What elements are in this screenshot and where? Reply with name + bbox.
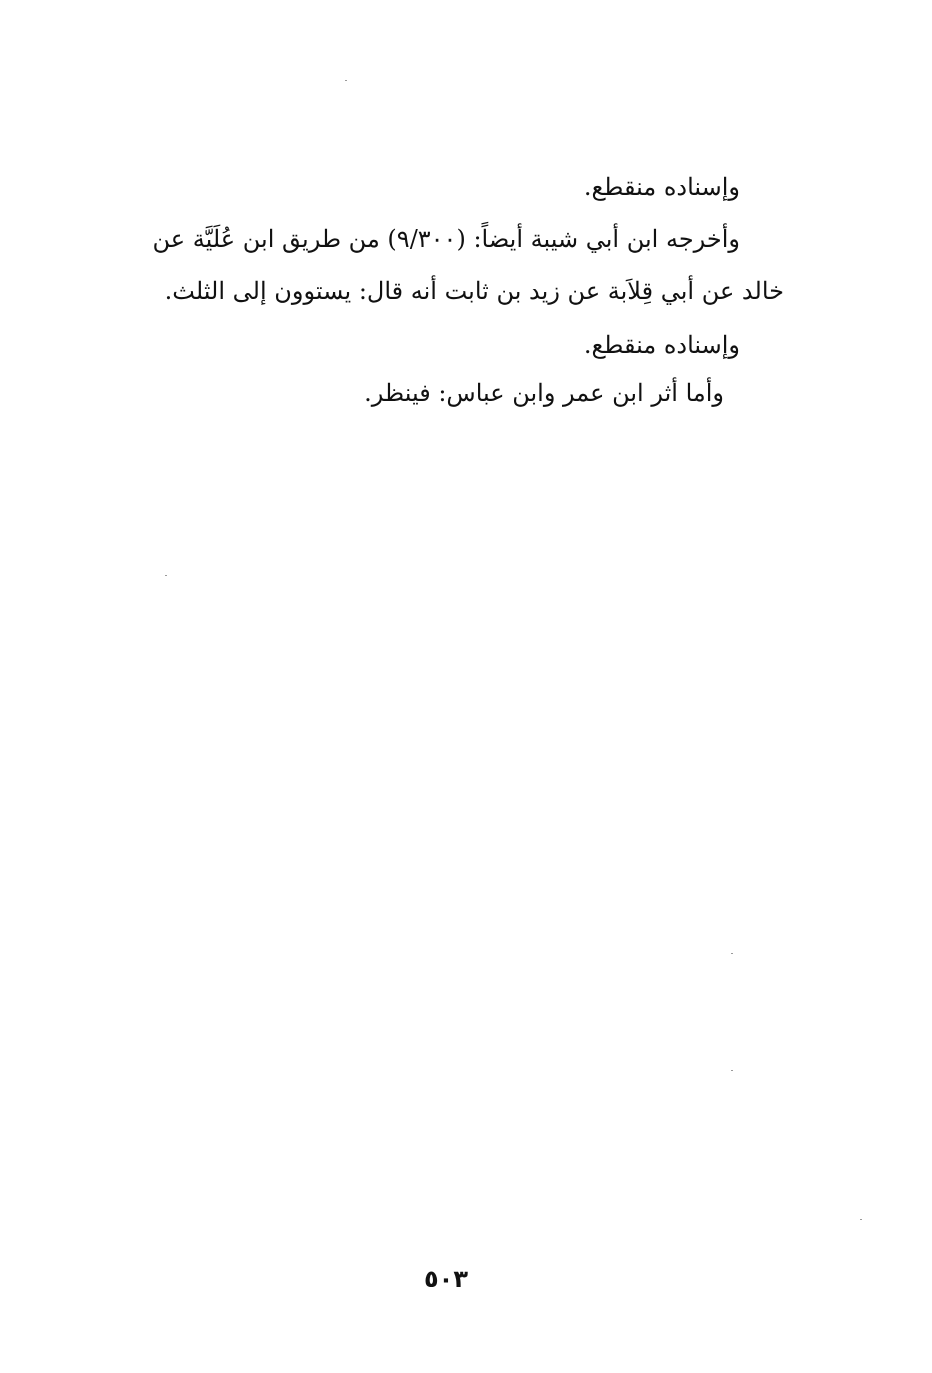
text-line-5: وأما أثر ابن عمر وابن عباس: فينظر. xyxy=(364,379,724,407)
text-line-3: خالد عن أبي قِلاَبة عن زيد بن ثابت أنه قال: يستوون إلى الثلث. xyxy=(164,277,784,305)
scan-speck xyxy=(731,1070,733,1071)
text-line-1: وإسناده منقطع. xyxy=(583,173,740,201)
scan-speck xyxy=(860,1219,862,1220)
scan-speck xyxy=(345,80,347,81)
text-line-4: وإسناده منقطع. xyxy=(583,331,740,359)
scan-speck xyxy=(731,953,733,954)
text-line-2: وأخرجه ابن أبي شيبة أيضاً: (٩/٣٠٠) من طريق ابن عُلَيَّة عن xyxy=(152,225,740,253)
page-number: ٥٠٣ xyxy=(424,1265,468,1293)
scan-speck xyxy=(165,575,167,576)
